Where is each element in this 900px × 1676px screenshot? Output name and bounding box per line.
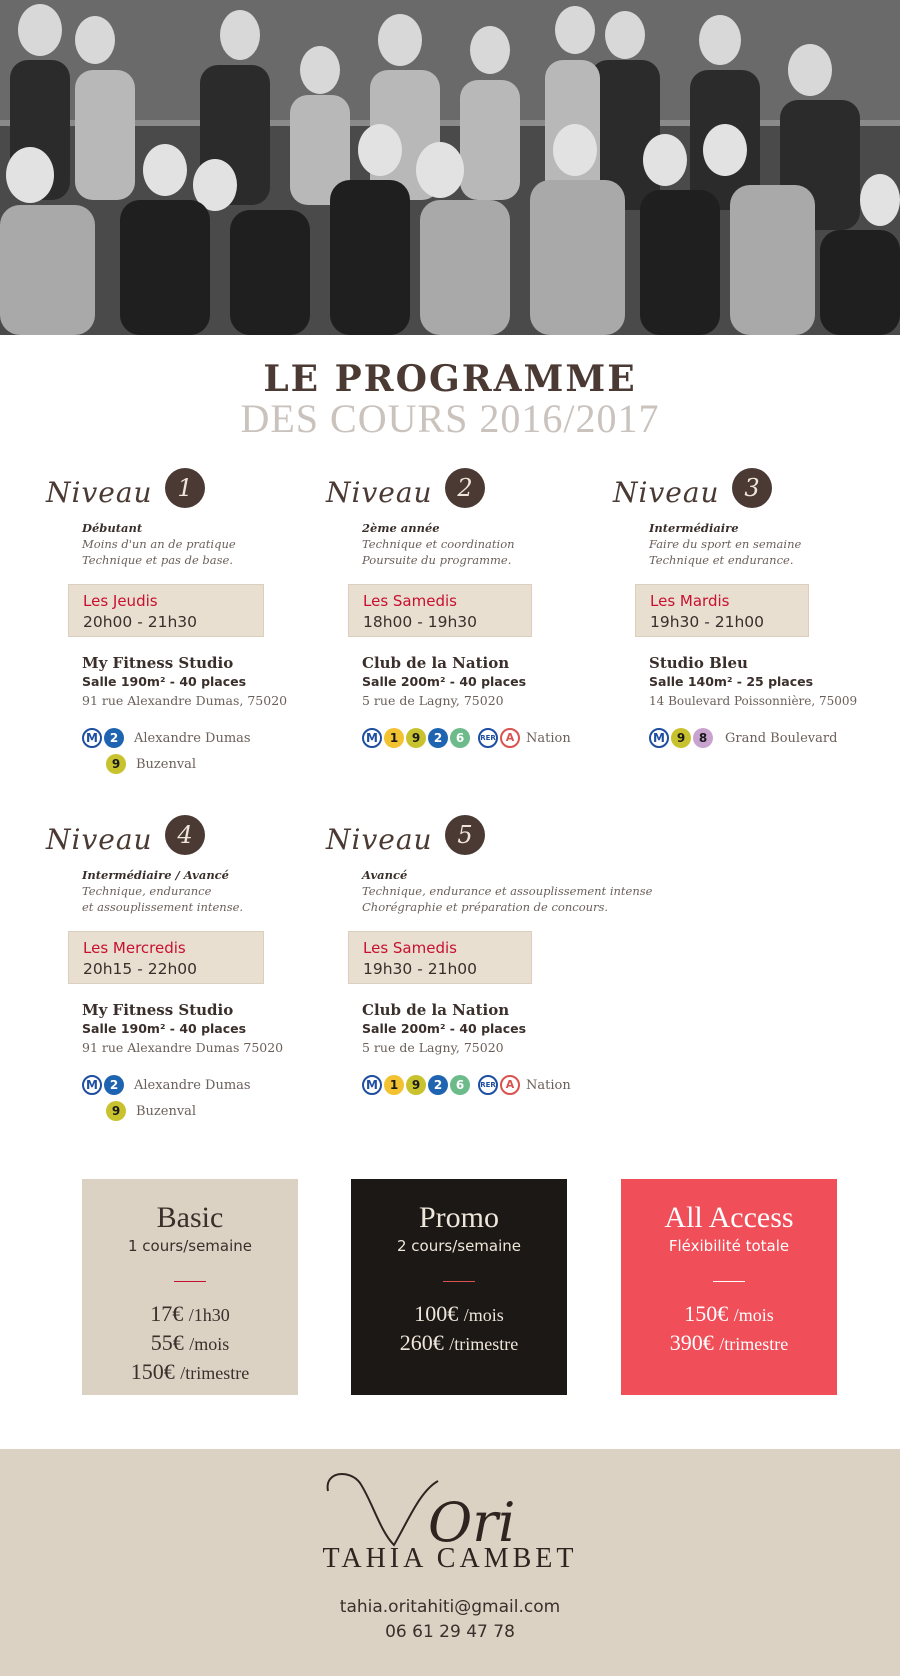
- venue: [82, 1000, 336, 1058]
- level-category: Débutant: [82, 521, 143, 535]
- schedule-box: [348, 931, 532, 984]
- venue-address: 5 rue de Lagny, 75020: [362, 1040, 504, 1055]
- station-name: Grand Boulevard: [725, 730, 838, 746]
- metro-line-badge: 6: [450, 728, 470, 748]
- venue-room: Salle 200m² - 40 places: [362, 1021, 527, 1036]
- level-description: [82, 867, 336, 915]
- metro-line-badge: 9: [106, 754, 126, 774]
- level-label: Niveau: [326, 823, 433, 856]
- schedule-time: 18h00 - 19h30: [363, 613, 477, 631]
- venue-address: 5 rue de Lagny, 75020: [362, 693, 504, 708]
- page-title: LE PROGRAMME: [263, 358, 637, 400]
- level-number-badge: 3: [732, 468, 772, 508]
- price-row: [82, 1358, 298, 1387]
- venue: [362, 1000, 706, 1058]
- divider: [443, 1281, 475, 1282]
- schedule-time: 20h15 - 22h00: [83, 960, 197, 978]
- rer-line-badge: A: [500, 728, 520, 748]
- schedule-day: Les Samedis: [363, 592, 457, 610]
- metro-line-badge: 6: [450, 1075, 470, 1095]
- level-desc-line: Poursuite du programme.: [362, 553, 512, 567]
- venue-room: Salle 200m² - 40 places: [362, 674, 527, 689]
- group-photo-illustration: [0, 0, 900, 335]
- price-amount: 100€: [414, 1301, 459, 1326]
- transit-row: [362, 1072, 706, 1098]
- venue: [82, 653, 336, 711]
- divider: [713, 1281, 745, 1282]
- pricing-card-promo: [351, 1179, 567, 1395]
- transit-info: [82, 725, 336, 777]
- level-desc-line: Technique et endurance.: [649, 553, 794, 567]
- level-label: Niveau: [326, 476, 433, 509]
- transit-info: [362, 725, 616, 751]
- venue-room: Salle 190m² - 40 places: [82, 674, 247, 689]
- plan-subtitle: 1 cours/semaine: [127, 1237, 253, 1255]
- transit-row: [82, 725, 336, 751]
- price-period: /trimestre: [719, 1334, 789, 1354]
- transit-row: [82, 1098, 336, 1124]
- level-number-badge: 4: [165, 815, 205, 855]
- level-number-badge: 1: [165, 468, 205, 508]
- metro-icon: M: [362, 1075, 382, 1095]
- price-period: /trimestre: [449, 1334, 519, 1354]
- metro-line-badge: 2: [428, 1075, 448, 1095]
- footer: [0, 1449, 900, 1676]
- schedule-day: Les Samedis: [363, 939, 457, 957]
- contact-phone[interactable]: 06 61 29 47 78: [385, 1622, 515, 1642]
- price-row: [621, 1300, 837, 1329]
- level-desc-line: Technique et pas de base.: [82, 553, 234, 567]
- logo-script: Ori: [428, 1491, 516, 1551]
- level-desc-line: Faire du sport en semaine: [649, 537, 802, 551]
- transit-row: [82, 1072, 336, 1098]
- venue-address: 91 rue Alexandre Dumas 75020: [82, 1040, 284, 1055]
- price-row: [621, 1329, 837, 1358]
- rer-icon: RER: [478, 1075, 498, 1095]
- plan-title: All Access: [664, 1201, 794, 1234]
- logo-name: TAHIA CAMBET: [322, 1543, 578, 1574]
- level-desc-line: et assouplissement intense.: [82, 900, 244, 914]
- venue-name: Studio Bleu: [649, 654, 748, 672]
- level-2-block: [326, 468, 616, 751]
- level-3-block: [613, 468, 900, 751]
- venue-name: My Fitness Studio: [82, 654, 234, 672]
- level-label: Niveau: [46, 823, 153, 856]
- venue-name: Club de la Nation: [362, 654, 510, 672]
- level-number-badge: 5: [445, 815, 485, 855]
- price-amount: 55€: [150, 1330, 184, 1355]
- price-amount: 390€: [669, 1330, 714, 1355]
- schedule-day: Les Jeudis: [83, 592, 158, 610]
- price-amount: 260€: [399, 1330, 444, 1355]
- venue-room: Salle 190m² - 40 places: [82, 1021, 247, 1036]
- metro-line-badge: 2: [104, 1075, 124, 1095]
- venue-address: 14 Boulevard Poissonnière, 75009: [649, 694, 858, 708]
- level-description: [362, 867, 706, 915]
- metro-line-badge: 8: [693, 728, 713, 748]
- price-period: /mois: [189, 1334, 230, 1354]
- level-desc-line: Technique, endurance et assouplissement intense: [362, 884, 653, 898]
- venue-address: 91 rue Alexandre Dumas, 75020: [82, 693, 288, 708]
- level-title: [613, 468, 900, 512]
- station-name: Alexandre Dumas: [134, 730, 251, 746]
- venue-name: My Fitness Studio: [82, 1001, 234, 1019]
- rer-line-badge: A: [500, 1075, 520, 1095]
- hero-photo: [0, 0, 900, 335]
- station-name: Buzenval: [136, 756, 197, 772]
- level-title: [326, 468, 616, 512]
- price-period: /trimestre: [180, 1363, 250, 1383]
- station-name: Nation: [526, 1077, 571, 1093]
- plan-subtitle: 2 cours/semaine: [396, 1237, 522, 1255]
- transit-info: [649, 725, 900, 751]
- transit-row: [362, 725, 616, 751]
- schedule-time: 19h30 - 21h00: [650, 613, 764, 631]
- venue-name: Club de la Nation: [362, 1001, 510, 1019]
- station-name: Nation: [526, 730, 571, 746]
- price-amount: 150€: [130, 1359, 175, 1384]
- level-description: [362, 520, 616, 568]
- schedule-box: [68, 931, 264, 984]
- level-title: [46, 468, 336, 512]
- metro-line-badge: 2: [428, 728, 448, 748]
- schedule-time: 19h30 - 21h00: [363, 960, 477, 978]
- price-period: /1h30: [188, 1305, 230, 1325]
- plan-title: Basic: [156, 1201, 224, 1234]
- pricing-card-all-access: [621, 1179, 837, 1395]
- level-title: [46, 815, 336, 859]
- price-row: [351, 1300, 567, 1329]
- metro-line-badge: 1: [384, 728, 404, 748]
- schedule-day: Les Mercredis: [83, 939, 186, 957]
- level-category: Intermédiaire: [649, 521, 739, 535]
- plan-title: Promo: [418, 1201, 499, 1234]
- level-5-block: [326, 815, 706, 1098]
- level-title: [326, 815, 706, 859]
- level-1-block: [46, 468, 336, 777]
- level-description: [82, 520, 336, 568]
- level-desc-line: Technique et coordination: [362, 537, 515, 551]
- level-4-block: [46, 815, 336, 1124]
- venue: [362, 653, 616, 711]
- schedule-box: [635, 584, 809, 637]
- page-subtitle: DES COURS 2016/2017: [240, 396, 660, 441]
- price-row: [82, 1300, 298, 1329]
- metro-icon: M: [362, 728, 382, 748]
- metro-icon: M: [82, 1075, 102, 1095]
- station-name: Buzenval: [136, 1103, 197, 1119]
- transit-info: [82, 1072, 336, 1124]
- schedule-box: [68, 584, 264, 637]
- transit-row: [649, 725, 900, 751]
- level-category: Avancé: [362, 868, 408, 882]
- price-row: [82, 1329, 298, 1358]
- station-name: Alexandre Dumas: [134, 1077, 251, 1093]
- price-period: /mois: [463, 1305, 504, 1325]
- price-row: [351, 1329, 567, 1358]
- pricing-card-basic: [82, 1179, 298, 1395]
- venue-room: Salle 140m² - 25 places: [649, 674, 814, 689]
- metro-line-badge: 9: [106, 1101, 126, 1121]
- rer-icon: RER: [478, 728, 498, 748]
- price-amount: 17€: [150, 1301, 184, 1326]
- level-number-badge: 2: [445, 468, 485, 508]
- level-label: Niveau: [613, 476, 720, 509]
- venue: [649, 653, 900, 711]
- metro-icon: M: [82, 728, 102, 748]
- level-desc-line: Moins d'un an de pratique: [82, 537, 236, 551]
- plan-subtitle: Fléxibilité totale: [668, 1237, 790, 1255]
- divider: [174, 1281, 206, 1282]
- metro-line-badge: 9: [406, 1075, 426, 1095]
- level-label: Niveau: [46, 476, 153, 509]
- level-category: 2ème année: [362, 521, 440, 535]
- schedule-day: Les Mardis: [650, 592, 730, 610]
- contact-email[interactable]: tahia.oritahiti@gmail.com: [339, 1597, 561, 1617]
- metro-line-badge: 2: [104, 728, 124, 748]
- metro-line-badge: 1: [384, 1075, 404, 1095]
- schedule-box: [348, 584, 532, 637]
- metro-icon: M: [649, 728, 669, 748]
- transit-info: [362, 1072, 706, 1098]
- ori-logo: [320, 1461, 580, 1551]
- price-period: /mois: [733, 1305, 774, 1325]
- transit-row: [82, 751, 336, 777]
- schedule-time: 20h00 - 21h30: [83, 613, 197, 631]
- price-amount: 150€: [684, 1301, 729, 1326]
- level-desc-line: Chorégraphie et préparation de concours.: [362, 900, 609, 914]
- level-description: [649, 520, 900, 568]
- level-category: Intermédiaire / Avancé: [82, 868, 229, 882]
- metro-line-badge: 9: [671, 728, 691, 748]
- level-desc-line: Technique, endurance: [82, 884, 212, 898]
- metro-line-badge: 9: [406, 728, 426, 748]
